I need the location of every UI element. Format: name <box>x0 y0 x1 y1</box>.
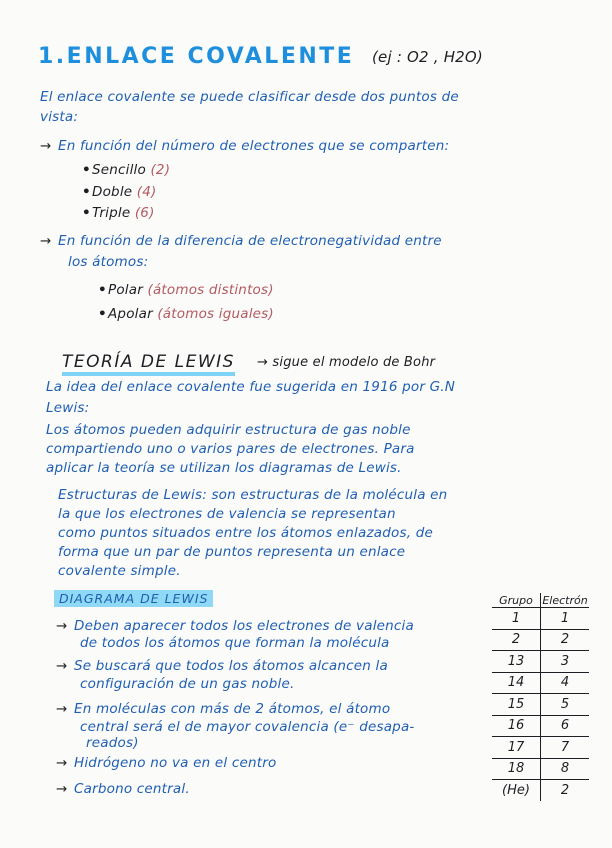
lewis-para2-line: como puntos situados entre los átomos enlazados, de <box>58 525 433 541</box>
criterion-2 <box>40 232 442 251</box>
lewis-para1-line: compartiendo uno o varios pares de electrones. Para <box>46 441 415 457</box>
arrow-icon: → <box>56 658 68 674</box>
rule-item: → Deben aparecer todos los electrones de valencia <box>56 618 414 634</box>
arrow-icon: → <box>56 755 68 771</box>
table-row: 2 2 <box>492 629 589 651</box>
item-note: (átomos distintos) <box>147 282 274 298</box>
diagram-title: DIAGRAMA DE LEWIS <box>54 590 213 607</box>
lewis-para2-line: Estructuras de Lewis: son estructuras de la molécula en <box>58 487 448 503</box>
section-title: TEORÍA DE LEWIS <box>62 352 235 376</box>
lewis-history-2: Lewis: <box>46 400 90 416</box>
rule-item: → Se buscará que todos los átomos alcancen la <box>56 658 388 674</box>
arrow-icon: → <box>56 701 68 717</box>
section-note: → sigue el modelo de Bohr <box>257 355 436 370</box>
item-name: Sencillo <box>92 162 146 178</box>
bullet-icon: • <box>82 184 91 200</box>
table-row: 18 8 <box>492 758 589 780</box>
table-row: (He) 2 <box>492 780 589 801</box>
item-name: Doble <box>92 184 133 200</box>
criterion-2-text-2: los átomos: <box>68 254 149 270</box>
bullet-icon: • <box>82 162 91 178</box>
lewis-history-1: La idea del enlace covalente fue sugerida en 1916 por G.N <box>46 379 456 395</box>
table-row: 14 4 <box>492 672 589 694</box>
item-note: (átomos iguales) <box>157 306 274 322</box>
list-item <box>82 161 170 180</box>
bullet-icon: • <box>98 282 107 298</box>
table-row: 17 7 <box>492 737 589 759</box>
arrow-icon: → <box>56 618 68 634</box>
rule-item-cont: central será el de mayor covalencia (e⁻ desapa- <box>80 719 415 735</box>
lewis-para1-line: aplicar la teoría se utilizan los diagramas de Lewis. <box>46 460 402 476</box>
item-note: (6) <box>134 205 155 221</box>
table-header: Electrón <box>542 593 588 607</box>
list-item <box>98 305 274 324</box>
arrow-icon: → <box>40 138 52 154</box>
table-row: 15 5 <box>492 694 589 716</box>
lewis-para2-line: forma que un par de puntos representa un enlace <box>58 544 406 560</box>
item-name: Apolar <box>108 306 153 322</box>
title-example: (ej : O2 , H2O) <box>372 48 483 66</box>
lewis-para2-line: la que los electrones de valencia se representan <box>58 506 396 522</box>
rule-item-cont: reados) <box>86 735 139 751</box>
bullet-icon: • <box>98 306 107 322</box>
page-title: 1.ENLACE COVALENTE <box>38 44 355 69</box>
item-note: (2) <box>150 162 171 178</box>
criterion-1-text: En función del número de electrones que se comparten: <box>58 138 450 154</box>
lewis-para1-line: Los átomos pueden adquirir estructura de gas noble <box>46 422 411 438</box>
item-name: Triple <box>92 205 131 221</box>
criterion-2-text-1: En función de la diferencia de electronegatividad entre <box>58 233 442 249</box>
list-item <box>98 281 274 300</box>
intro-line-2: vista: <box>40 109 79 125</box>
item-note: (4) <box>136 184 157 200</box>
list-item <box>82 204 155 223</box>
criterion-1 <box>40 137 449 156</box>
rule-item: → Hidrógeno no va en el centro <box>56 755 277 771</box>
intro-line-1: El enlace covalente se puede clasificar desde dos puntos de <box>40 89 459 105</box>
table-header-row <box>492 593 589 608</box>
table-header: Grupo <box>492 593 541 608</box>
list-item <box>82 183 157 202</box>
rule-item-cont: configuración de un gas noble. <box>80 676 295 692</box>
valence-table <box>492 593 589 801</box>
rule-item-cont: de todos los átomos que forman la molécula <box>80 635 390 651</box>
arrow-icon: → <box>56 781 68 797</box>
arrow-icon: → <box>40 233 52 249</box>
item-name: Polar <box>108 282 143 298</box>
table-row: 13 3 <box>492 651 589 673</box>
bullet-icon: • <box>82 205 91 221</box>
lewis-para2-line: covalente simple. <box>58 563 181 579</box>
table-row: 1 1 <box>492 608 589 630</box>
table-row: 16 6 <box>492 715 589 737</box>
rule-item: → En moléculas con más de 2 átomos, el átomo <box>56 701 391 717</box>
rule-item: → Carbono central. <box>56 781 190 797</box>
